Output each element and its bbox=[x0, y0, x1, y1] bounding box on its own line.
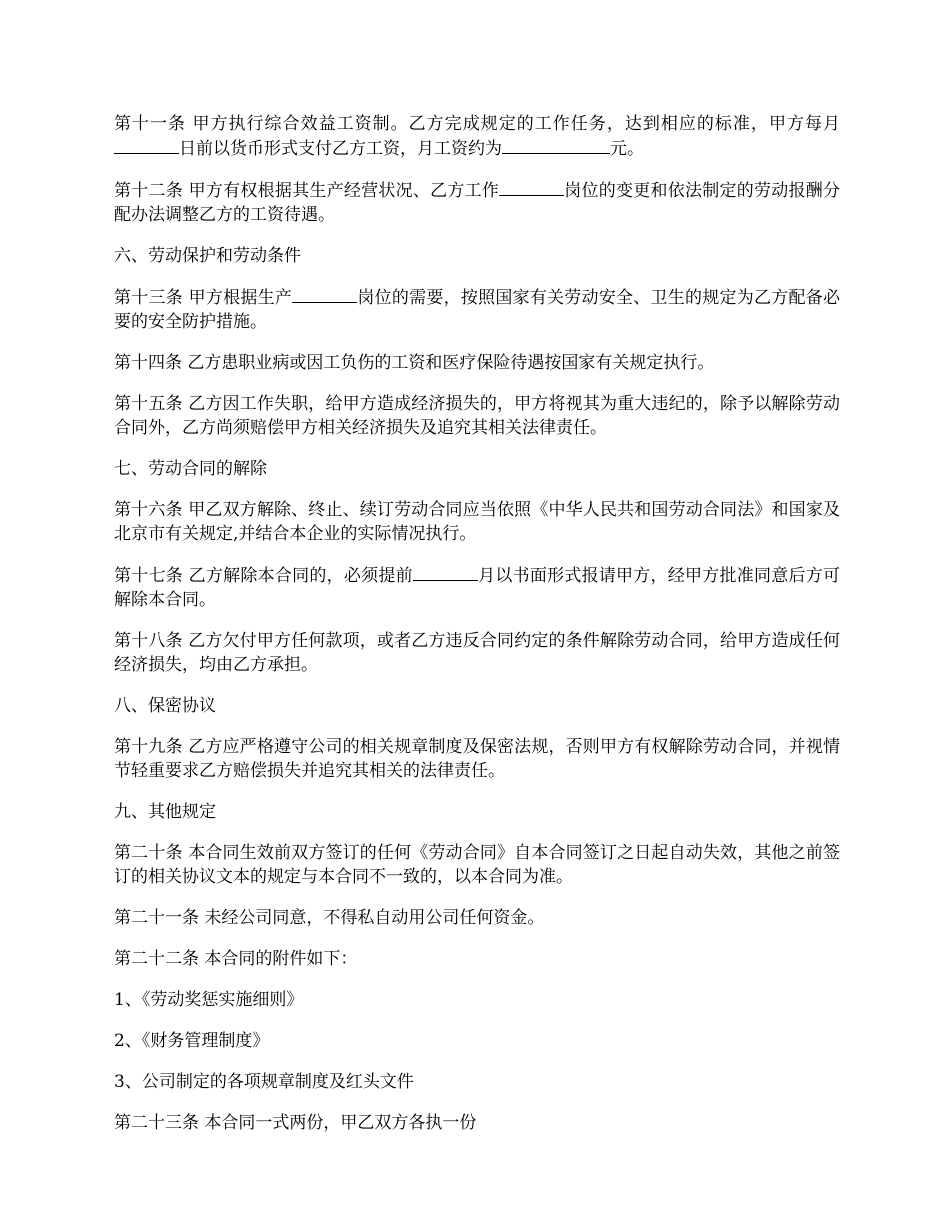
article-17 bbox=[114, 563, 840, 612]
article-13 bbox=[114, 285, 840, 334]
article-17-text-b: 月以书面形式报请甲方，经甲方批准同意后方可解除本合同。 bbox=[114, 566, 841, 610]
article-12-text-b: 岗位的变更和依法制定的劳动报酬分配办法调整乙方的工资待遇。 bbox=[114, 181, 840, 225]
article-22: 第二十二条 本合同的附件如下： bbox=[114, 949, 358, 969]
article-13-text-b: 岗位的需要，按照国家有关劳动安全、卫生的规定为乙方配备必要的安全防护措施。 bbox=[114, 288, 840, 332]
section-heading-7: 七、劳动合同的解除 bbox=[114, 459, 267, 479]
article-11-text-b: 日前以货币形式支付乙方工资，月工资约为 bbox=[179, 139, 502, 159]
article-20: 第二十条 本合同生效前双方签订的任何《劳动合同》自本合同签订之日起自动失效，其他之前签订的相关协议文本的规定与本合同不一致的，以本合同为准。 bbox=[114, 843, 840, 887]
article-23: 第二十三条 本合同一式两份，甲乙双方各执一份 bbox=[114, 1113, 477, 1133]
attachment-1: 1、《劳动奖惩实施细则》 bbox=[114, 990, 304, 1010]
article-21: 第二十一条 未经公司同意，不得私自动用公司任何资金。 bbox=[114, 908, 545, 928]
production-position-blank bbox=[292, 285, 357, 303]
article-18: 第十八条 乙方欠付甲方任何款项，或者乙方违反合同约定的条件解除劳动合同，给甲方造成任何经济损失，均由乙方承担。 bbox=[114, 631, 840, 675]
attachment-2: 2、《财务管理制度》 bbox=[114, 1031, 270, 1051]
article-11-text-c: 元。 bbox=[610, 139, 644, 159]
salary-amount-blank bbox=[502, 136, 610, 154]
article-14: 第十四条 乙方患职业病或因工负伤的工资和医疗保险待遇按国家有关规定执行。 bbox=[114, 353, 715, 373]
article-19: 第十九条 乙方应严格遵守公司的相关规章制度及保密法规，否则甲方有权解除劳动合同，并视情节轻重要求乙方赔偿损失并追究其相关的法律责任。 bbox=[114, 737, 840, 781]
notice-months-blank bbox=[413, 563, 478, 581]
article-13-text-a: 第十三条 甲方根据生产 bbox=[114, 288, 293, 308]
attachment-3: 3、公司制定的各项规章制度及红头文件 bbox=[114, 1072, 414, 1092]
article-11 bbox=[114, 112, 840, 161]
work-position-blank bbox=[499, 178, 564, 196]
article-11-text-a: 第十一条 甲方执行综合效益工资制。乙方完成规定的工作任务，达到相应的标准，甲方每月 bbox=[114, 114, 840, 134]
article-12-text-a: 第十二条 甲方有权根据其生产经营状况、乙方工作 bbox=[114, 181, 500, 201]
section-heading-8: 八、保密协议 bbox=[114, 696, 216, 716]
article-15: 第十五条 乙方因工作失职，给甲方造成经济损失的，甲方将视其为重大违纪的，除予以解除劳动合同外，乙方尚须赔偿甲方相关经济损失及追究其相关法律责任。 bbox=[114, 394, 840, 438]
article-12 bbox=[114, 178, 840, 227]
section-heading-9: 九、其他规定 bbox=[114, 802, 216, 822]
section-heading-6: 六、劳动保护和劳动条件 bbox=[114, 246, 301, 266]
payday-blank bbox=[114, 136, 179, 154]
article-16: 第十六条 甲乙双方解除、终止、续订劳动合同应当依照《中华人民共和国劳动合同法》和国家及北京市有关规定,并结合本企业的实际情况执行。 bbox=[114, 500, 840, 544]
article-17-text-a: 第十七条 乙方解除本合同的，必须提前 bbox=[114, 566, 413, 586]
